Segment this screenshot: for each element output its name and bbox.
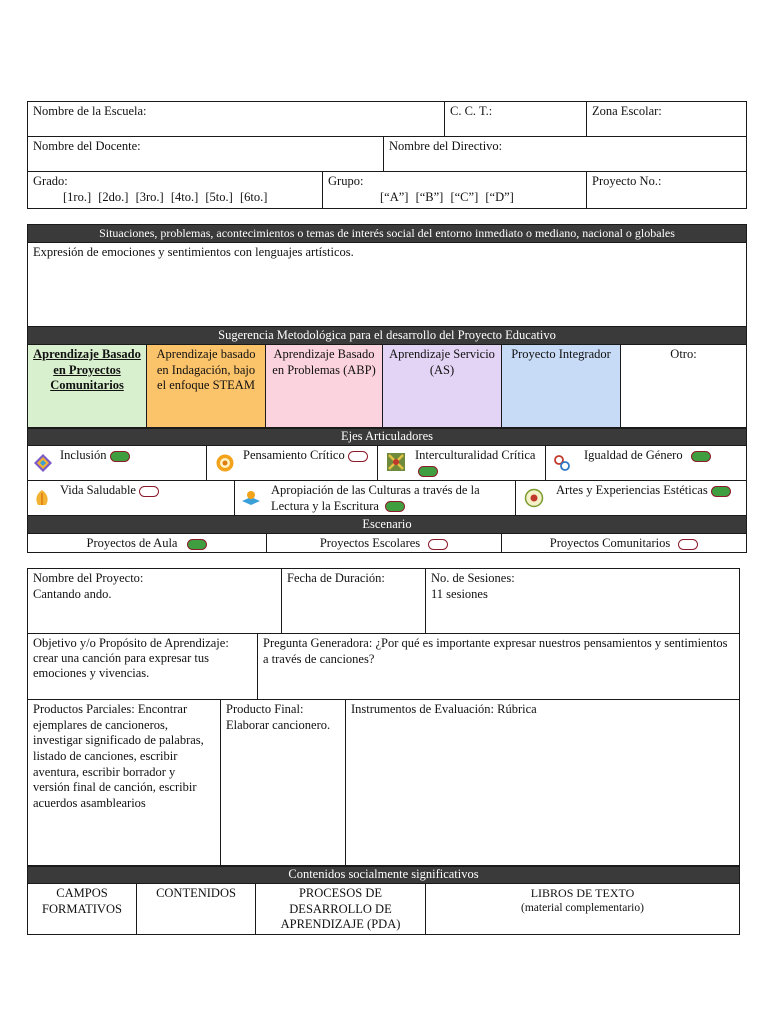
grupo-label: Grupo:	[328, 174, 364, 188]
escenario-label: Proyectos Escolares	[319, 536, 421, 550]
sesiones-value: 11 sesiones	[431, 586, 488, 601]
cct-label: C. C. T.:	[450, 104, 493, 118]
metodo-label: Proyecto Integrador	[511, 347, 611, 361]
eje-toggle[interactable]	[348, 451, 368, 462]
metodo-integrador[interactable]	[501, 344, 621, 428]
docente-cell	[27, 136, 384, 172]
metodo-label: Aprendizaje basado en Indagación, bajo el enfoque STEAM	[156, 347, 256, 393]
proyecto-no-label: Proyecto No.:	[592, 174, 662, 188]
situaciones-text: Expresión de emociones y sentimientos con lenguajes artísticos.	[33, 245, 354, 259]
productos-parciales-cell	[27, 699, 221, 866]
metodo-label: Aprendizaje Basado en Problemas (ABP)	[272, 347, 376, 377]
metodologia-title: Sugerencia Metodológica para el desarrollo del Proyecto Educativo	[218, 328, 556, 342]
ejes-header	[27, 428, 747, 446]
producto-final: Producto Final: Elaborar cancionero.	[226, 702, 331, 732]
objetivo-value: crear una canción para expresar tus emociones y vivencias.	[33, 651, 209, 680]
grupo-option[interactable]: [“D”]	[485, 189, 514, 204]
escenario-aula[interactable]	[27, 533, 267, 553]
inclusion-icon	[33, 453, 53, 473]
grado-option[interactable]: [6to.]	[239, 189, 268, 204]
grado-cell	[27, 171, 323, 209]
eje-label: Pensamiento Crítico	[243, 448, 345, 462]
metodologia-header	[27, 326, 747, 345]
directivo-label: Nombre del Directivo:	[389, 139, 503, 153]
nombre-proyecto-value: Cantando ando.	[33, 586, 112, 601]
metodo-proyectos-comunitarios[interactable]	[27, 344, 147, 428]
artes-icon	[524, 488, 544, 508]
eje-lectura-escritura[interactable]	[234, 480, 516, 516]
situaciones-body	[27, 242, 747, 327]
productos-parciales: Productos Parciales: Encontrar ejemplares de cancioneros, investigar significado de palabras, listado de canciones, escribir aventura, escribir borrador y versión final de canción, escribir acuerdos asamblearios	[33, 702, 204, 810]
libros-header: LIBROS DE TEXTO	[530, 886, 635, 900]
eje-interculturalidad[interactable]	[377, 445, 546, 481]
contenidos-col	[136, 883, 256, 935]
metodo-label: Otro:	[670, 347, 697, 361]
metodo-label: Aprendizaje Basado en Proyectos Comunitarios	[33, 347, 141, 393]
escenario-label: Proyectos de Aula	[86, 536, 178, 550]
eje-toggle[interactable]	[110, 451, 130, 462]
instrumentos-cell	[345, 699, 740, 866]
escenario-toggle[interactable]	[428, 539, 448, 550]
escenario-label: Proyectos Comunitarios	[549, 536, 671, 550]
cct-cell	[444, 101, 587, 137]
escuela-cell	[27, 101, 445, 137]
escenario-toggle[interactable]	[678, 539, 698, 550]
grado-label: Grado:	[33, 174, 68, 188]
grado-option[interactable]: [1ro.]	[63, 189, 92, 204]
grupo-option[interactable]: [“B”]	[415, 189, 444, 204]
metodo-otro[interactable]	[620, 344, 747, 428]
docente-label: Nombre del Docente:	[33, 139, 141, 153]
escenario-toggle[interactable]	[187, 539, 207, 550]
sesiones-label: No. de Sesiones:	[431, 571, 515, 585]
grupo-options	[328, 190, 581, 206]
producto-final-cell	[220, 699, 346, 866]
metodo-abp[interactable]	[265, 344, 383, 428]
metodo-servicio[interactable]	[382, 344, 502, 428]
grado-option[interactable]: [2do.]	[98, 189, 129, 204]
eje-toggle[interactable]	[711, 486, 731, 497]
grupo-cell	[322, 171, 587, 209]
eje-toggle[interactable]	[385, 501, 405, 512]
eje-label: Apropiación de las Culturas a través de la Lectura y la Escritura	[271, 483, 480, 513]
campos-formativos-col	[27, 883, 137, 935]
grupo-option[interactable]: [“C”]	[450, 189, 479, 204]
contenidos-header: CONTENIDOS	[156, 886, 236, 900]
grupo-option[interactable]: [“A”]	[380, 189, 409, 204]
directivo-cell	[383, 136, 747, 172]
igualdad-genero-icon	[552, 453, 572, 473]
eje-toggle[interactable]	[139, 486, 159, 497]
eje-pensamiento-critico[interactable]	[206, 445, 378, 481]
fecha-label: Fecha de Duración:	[287, 571, 385, 585]
contenidos-header	[27, 866, 740, 884]
grado-options	[33, 190, 317, 206]
pregunta-cell	[257, 633, 740, 700]
pda-col	[255, 883, 426, 935]
instrumentos-evaluacion: Instrumentos de Evaluación: Rúbrica	[351, 702, 537, 716]
eje-label: Vida Saludable	[60, 483, 136, 497]
eje-label: Igualdad de Género	[584, 448, 683, 462]
libros-col	[425, 883, 740, 935]
escuela-label: Nombre de la Escuela:	[33, 104, 147, 118]
eje-label: Artes y Experiencias Estéticas	[556, 483, 708, 497]
interculturalidad-icon	[386, 452, 406, 472]
grado-option[interactable]: [3ro.]	[135, 189, 164, 204]
contenidos-title: Contenidos socialmente significativos	[288, 867, 479, 881]
eje-vida-saludable[interactable]	[27, 480, 235, 516]
campos-formativos-header: CAMPOS FORMATIVOS	[42, 886, 122, 916]
eje-toggle[interactable]	[691, 451, 711, 462]
metodo-indagacion-steam[interactable]	[146, 344, 266, 428]
escenario-title: Escenario	[362, 517, 412, 531]
zona-label: Zona Escolar:	[592, 104, 662, 118]
ejes-title: Ejes Articuladores	[341, 429, 433, 443]
vida-saludable-icon	[32, 488, 52, 508]
escenario-escolares[interactable]	[266, 533, 502, 553]
sesiones-cell	[425, 568, 740, 634]
escenario-comunitarios[interactable]	[501, 533, 747, 553]
pensamiento-critico-icon	[215, 453, 235, 473]
pregunta-generadora: Pregunta Generadora: ¿Por qué es importante expresar nuestros pensamientos y sentimientos a través de canciones?	[263, 636, 728, 666]
proyecto-no-cell	[586, 171, 747, 209]
eje-label: Interculturalidad Crítica	[415, 448, 536, 462]
eje-toggle[interactable]	[418, 466, 438, 477]
zona-cell	[586, 101, 747, 137]
pda-header: PROCESOS DE DESARROLLO DE APRENDIZAJE (PDA)	[280, 886, 401, 932]
objetivo-label: Objetivo y/o Propósito de Aprendizaje:	[33, 636, 229, 650]
fecha-cell	[281, 568, 426, 634]
nombre-proyecto-cell	[27, 568, 282, 634]
eje-label: Inclusión	[60, 448, 107, 462]
situaciones-header	[27, 224, 747, 243]
grado-option[interactable]: [5to.]	[205, 189, 233, 204]
grado-option[interactable]: [4to.]	[170, 189, 199, 204]
situaciones-title: Situaciones, problemas, acontecimientos o temas de interés social del entorno inmediato o mediano, nacional o globales	[99, 226, 675, 240]
eje-inclusion[interactable]	[27, 445, 207, 481]
metodo-label: Aprendizaje Servicio (AS)	[389, 347, 495, 377]
nombre-proyecto-label: Nombre del Proyecto:	[33, 571, 144, 585]
escenario-header	[27, 515, 747, 534]
eje-igualdad-genero[interactable]	[545, 445, 747, 481]
eje-artes[interactable]	[515, 480, 747, 516]
libros-subheader: (material complementario)	[521, 902, 644, 914]
objetivo-cell	[27, 633, 258, 700]
lectura-escritura-icon	[241, 488, 261, 508]
